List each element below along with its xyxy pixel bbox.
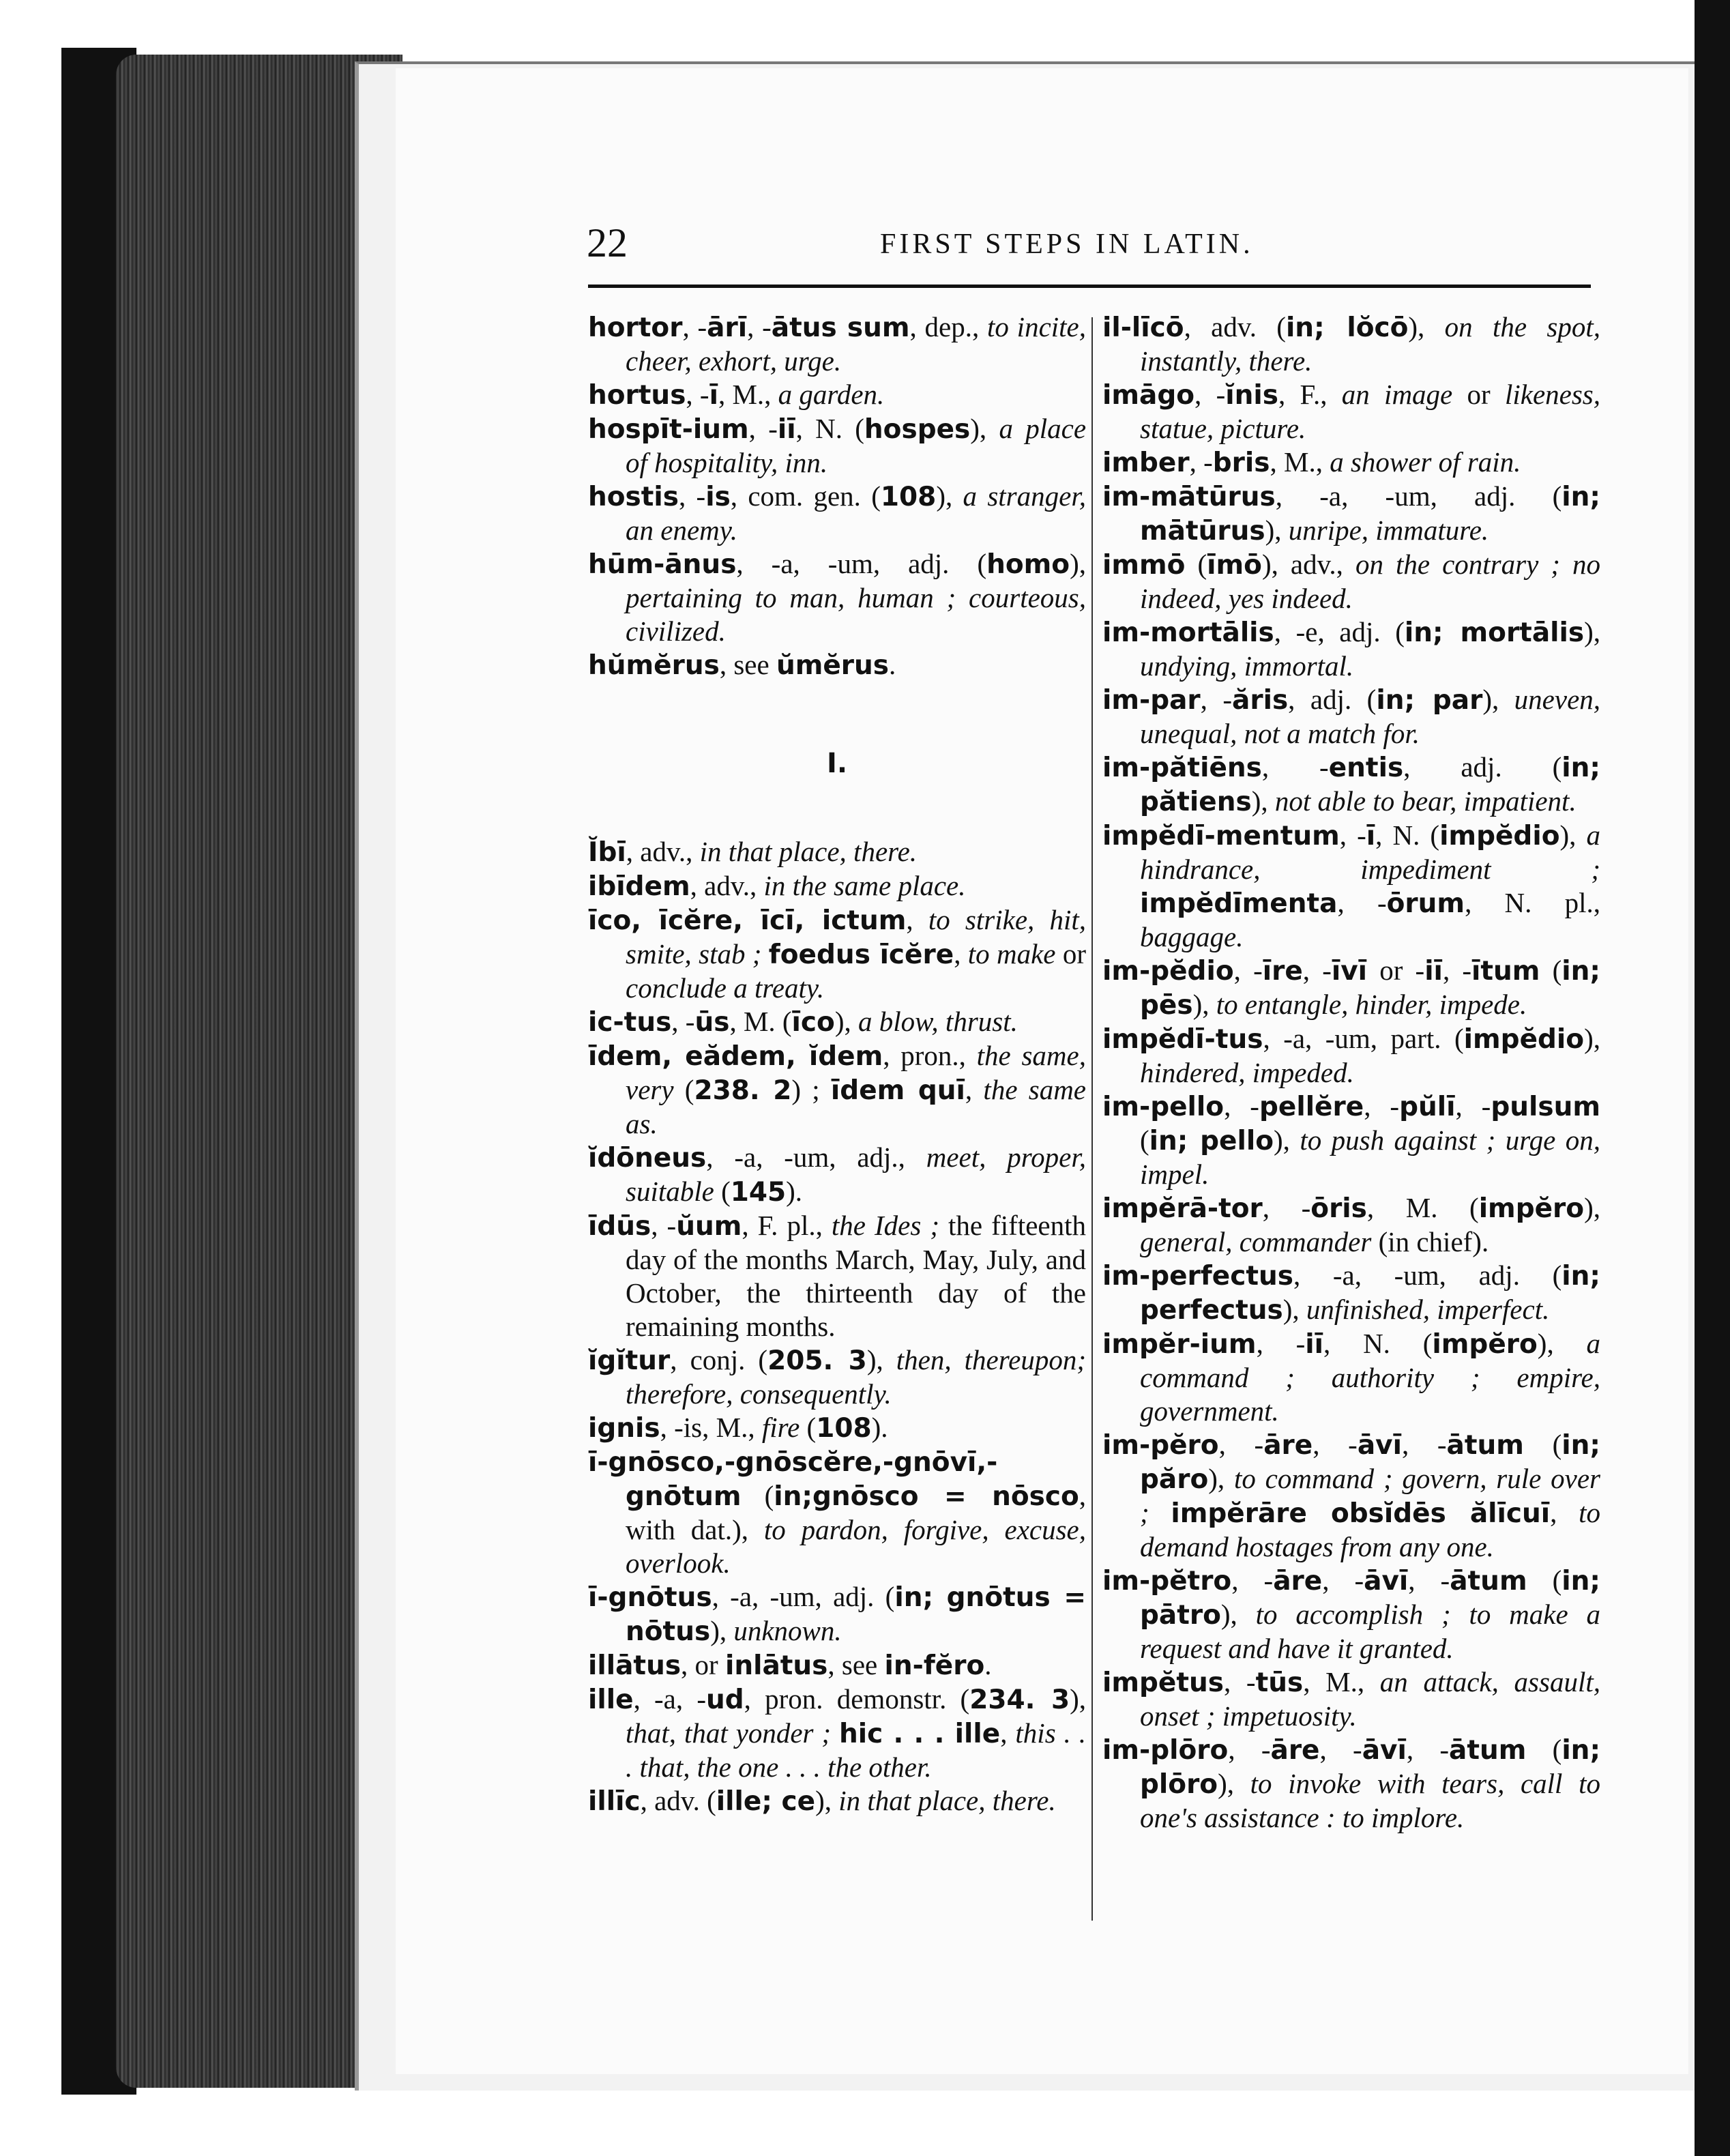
dictionary-entry: im-pătiēns, -entis, adj. (in; pătiens), not able to bear, impatient.	[1102, 751, 1601, 817]
dictionary-entry: ĭgĭtur, conj. (205. 3), then, thereupon; therefore, consequently.	[588, 1344, 1086, 1410]
dictionary-entry: immō (īmō), adv., on the contrary ; no indeed, yes indeed.	[1102, 549, 1600, 614]
dictionary-entry: ic-tus, -ūs, M. (īco), a blow, thrust.	[588, 1006, 1018, 1038]
dictionary-entry: ī-gnōsco,-gnōscĕre,-gnōvī,-gnōtum (in;gnōsco = nōsco, with dat.), to pardon, forgive, excuse, overlook.	[588, 1447, 1086, 1579]
dictionary-entry: impĕr-ium, -iī, N. (impĕro), a command ; authority ; empire, government.	[1102, 1328, 1600, 1427]
left-column	[588, 310, 1086, 1818]
page-number: 22	[587, 220, 628, 265]
dictionary-entry: ibīdem, adv., in the same place.	[588, 870, 966, 902]
header-rule	[588, 285, 1591, 288]
right-column	[1102, 310, 1600, 1835]
dictionary-entry: ille, -a, -ud, pron. demonstr. (234. 3), that, that yonder ; hic . . . ille, this . . . that, the one . . . the other.	[588, 1683, 1086, 1783]
dictionary-entry: im-mātūrus, -a, -um, adj. (in; mātūrus), unripe, immature.	[1102, 480, 1600, 547]
dictionary-entry: hŭmĕrus, see ŭmĕrus.	[588, 649, 896, 681]
dictionary-entry: il-līcō, adv. (in; lŏcō), on the spot, instantly, there.	[1102, 311, 1600, 377]
dictionary-entry: hūm-ānus, -a, -um, adj. (homo), pertaining to man, human ; courteous, civilized.	[588, 548, 1086, 647]
dictionary-entry: im-perfectus, -a, -um, adj. (in; perfectus), unfinished, imperfect.	[1102, 1259, 1600, 1326]
dictionary-entry: im-par, -ăris, adj. (in; par), uneven, unequal, not a match for.	[1102, 684, 1601, 749]
dictionary-entry: im-mortālis, -e, adj. (in; mortālis), undying, immortal.	[1102, 616, 1600, 682]
dictionary-entry: im-pello, -pellĕre, -pŭlī, -pulsum (in; pello), to push against ; urge on, impel.	[1102, 1090, 1601, 1190]
dictionary-entry: impĕrā-tor, -ōris, M. (impĕro), general, commander (in chief).	[1102, 1192, 1600, 1257]
dictionary-entry: īdem, eădem, ĭdem, pron., the same, very (238. 2) ; īdem quī, the same as.	[588, 1040, 1087, 1139]
dictionary-entry: im-pĕro, -āre, -āvī, -ātum (in; păro), to command ; govern, rule over ; impĕrāre obsĭdēs ălīcuī, to demand hostages from any one.	[1102, 1429, 1601, 1562]
dictionary-entry: illātus, or inlātus, see in-fĕro.	[588, 1649, 992, 1681]
section-heading: I.	[826, 748, 848, 779]
dictionary-entry: Ĭbī, adv., in that place, there.	[588, 836, 918, 868]
dictionary-entry: hostis, -is, com. gen. (108), a stranger, an enemy.	[588, 480, 1086, 546]
dictionary-entry: illīc, adv. (ille; ce), in that place, there.	[588, 1785, 1056, 1817]
dictionary-entry: īdūs, -ŭum, F. pl., the Ides ; the fifteenth day of the months March, May, July, and October, the thirteenth day of the remaining months.	[588, 1210, 1086, 1342]
dictionary-entry: hortus, -ī, M., a garden.	[588, 379, 885, 411]
dictionary-entry: imber, -bris, M., a shower of rain.	[1102, 446, 1521, 478]
column-divider	[1091, 317, 1093, 1921]
dictionary-entry: īco, īcĕre, īcī, ictum, to strike, hit, smite, stab ; foedus īcĕre, to make or conclude a treaty.	[588, 904, 1087, 1004]
page-header	[587, 220, 1596, 269]
dictionary-entry: ignis, -is, M., fire (108).	[588, 1412, 888, 1444]
scan-border	[1695, 0, 1730, 2156]
dictionary-entry: im-pĕdio, -īre, -īvī or -iī, -ītum (in; pēs), to entangle, hinder, impede.	[1102, 955, 1600, 1021]
dictionary-entry: impĕdī-tus, -a, -um, part. (impĕdio), hindered, impeded.	[1102, 1023, 1600, 1088]
dictionary-entry: impĕdī-mentum, -ī, N. (impĕdio), a hindrance, impediment ; impĕdīmenta, -ōrum, N. pl., baggage.	[1102, 819, 1601, 952]
dictionary-entry: ĭdōneus, -a, -um, adj., meet, proper, suitable (145).	[588, 1141, 1086, 1208]
running-title: FIRST STEPS IN LATIN.	[880, 229, 1254, 260]
dictionary-entry: impĕtus, -tūs, M., an attack, assault, onset ; impetuosity.	[1102, 1666, 1601, 1732]
dictionary-entry: hospīt-ium, -iī, N. (hospes), a place of hospitality, inn.	[588, 413, 1087, 478]
dictionary-entry: ī-gnōtus, -a, -um, adj. (in; gnōtus = nōtus), unknown.	[588, 1581, 1086, 1647]
dictionary-entry: im-pĕtro, -āre, -āvī, -ātum (in; pātro), to accomplish ; to make a request and have it granted.	[1102, 1564, 1601, 1664]
dictionary-entry: imāgo, -ĭnis, F., an image or likeness, statue, picture.	[1102, 379, 1601, 444]
dictionary-entry: im-plōro, -āre, -āvī, -ātum (in; plōro), to invoke with tears, call to one's assistance : to implore.	[1102, 1734, 1601, 1833]
dictionary-entry: hortor, -ārī, -ātus sum, dep., to incite, cheer, exhort, urge.	[588, 311, 1086, 377]
